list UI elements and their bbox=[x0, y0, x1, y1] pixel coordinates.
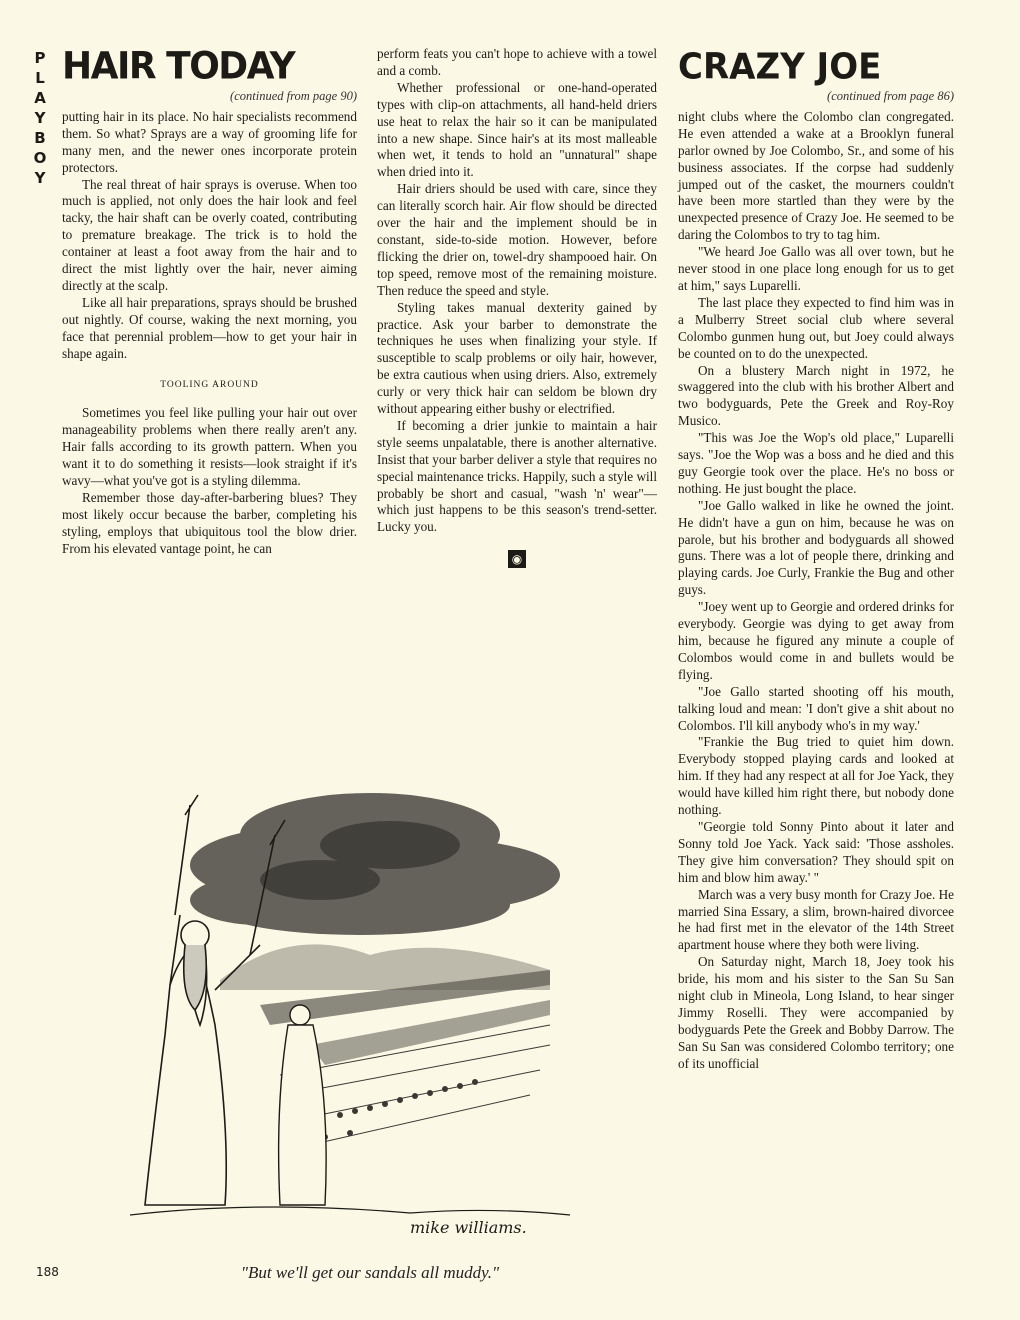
article-paragraph: On Saturday night, March 18, Joey took his bride, his mom and his sister to the San Su San night club in Mineola, Long Island, to hear singer Jimmy Roselli. They were accompanied by bodyguards Pete the Greek and Bobby Darrow. The San Su San was considered Colombo territory; one of its unofficial bbox=[678, 954, 954, 1071]
article-paragraph: If becoming a drier junkie to maintain a hair style seems unpalatable, there is another alternative. Insist that your barber deliver a style that requires no special maintenance tricks. Happily, such a style will probably be short and casual, "wash 'n' wear"—which just happens to be this season's trend-setter. Lucky you. bbox=[377, 417, 657, 535]
article-paragraph: Hair driers should be used with care, since they can literally scorch hair. Air flow should be directed over the hair and the implement should be in constant, side-to-side motion. However, before flicking the drier on, towel-dry shampooed hair. On top speed, remove most of the remaining moisture. Then reduce the speed and style. bbox=[377, 181, 657, 298]
crazy-joe-column bbox=[678, 46, 954, 1073]
sidebar-letter: P bbox=[34, 49, 46, 67]
article-paragraph: The real threat of hair sprays is overuse. When too much is applied, not only does the hair look and feel tacky, the hair shaft can be overly coated, contributing to premature breakage. The trick is to hold the container at least a foot away from the hair and to direct the mist lightly over the hair, never aiming directly at the scalp. bbox=[62, 176, 357, 293]
crazy-joe-headline: CRAZY JOE bbox=[678, 46, 882, 88]
article-paragraph: "Joey went up to Georgie and ordered drinks for everybody. Georgie was dying to get away from him, because he figured any minute a couple of Colombos would come in and bullets would be flying. bbox=[678, 599, 954, 682]
article-paragraph: Remember those day-after-barbering blues? They most likely occur because the barber, completing his styling, employs that ubiquitous tool the blow drier. From his elevated vantage point, he can bbox=[62, 489, 357, 556]
article-paragraph: Whether professional or one-hand-operated types with clip-on attachments, all hand-held driers use heat to relax the hair so it can be manipulated into a new shape. Since hair's at its most malleable when wet, it tends to hold an "unnatural" shape when dried into it. bbox=[377, 79, 657, 180]
hair-today-headline: HAIR TODAY bbox=[62, 44, 295, 88]
hair-today-column-2 bbox=[377, 46, 657, 568]
sidebar-letter: O bbox=[33, 149, 47, 167]
sidebar-letter: Y bbox=[34, 109, 46, 127]
hair-today-continued-note: (continued from page 90) bbox=[230, 89, 357, 103]
sidebar-letter: L bbox=[35, 69, 45, 87]
magazine-sidebar-name bbox=[30, 48, 50, 188]
sidebar-letter: A bbox=[34, 89, 46, 107]
article-paragraph: Like all hair preparations, sprays should be brushed out nightly. Of course, waking the next morning, you face that perennial problem—how to get your hair in shape again. bbox=[62, 294, 357, 361]
article-paragraph: "Joe Gallo started shooting off his mouth, talking loud and mean: 'I don't give a shit about no Colombos. I'll kill anybody who's in my way.' bbox=[678, 683, 954, 733]
page-number: 188 bbox=[36, 1265, 59, 1279]
playboy-bunny-end-mark-icon: ◉ bbox=[508, 550, 526, 568]
sidebar-letter: B bbox=[34, 129, 46, 147]
article-paragraph: "Joe Gallo walked in like he owned the joint. He didn't have a gun on him, because he was on parole, but his brother and bodyguards all showed guns. There was a lot of people there, drinking and playing cards. Joe Curly, Frankie the Bug and other guys. bbox=[678, 497, 954, 598]
hair-today-column-1 bbox=[62, 46, 357, 558]
cartoon-caption: "But we'll get our sandals all muddy." bbox=[240, 1263, 500, 1282]
article-paragraph: On a blustery March night in 1972, he swaggered into the club with his brother Albert and two bodyguards, Pete the Greek and Roy-Roy Musico. bbox=[678, 362, 954, 429]
companion-figure bbox=[279, 1005, 327, 1205]
cartoon-signature: mike williams. bbox=[410, 1218, 527, 1237]
cartoon-illustration bbox=[110, 775, 590, 1253]
tooling-around-subhead: TOOLING AROUND bbox=[160, 379, 259, 390]
article-paragraph: Styling takes manual dexterity gained by practice. Ask your barber to demonstrate the techniques he uses when finalizing your style. If susceptible to scalp problems or oily hair, however, be extra cautious when using driers. Also, extremely curly or very thick hair can seldom be blown dry without appearing either bushy or electrified. bbox=[377, 299, 657, 417]
article-paragraph: night clubs where the Colombo clan congregated. He even attended a wake at a Brooklyn funeral parlor owned by Joe Colombo, Sr., and some of his business associates. If the corpse had suddenly jumped out of the casket, the mourners couldn't have been more startled than they were by the unexpected presence of Crazy Joe. He seemed to be daring the Colombos to try to tag him. bbox=[678, 108, 954, 243]
article-paragraph: "Frankie the Bug tried to quiet him down. Everybody stopped playing cards and looked at him. If they had any respect at all for Joe Yack, they would have killed him right there, but nobody done nothing. bbox=[678, 734, 954, 818]
article-paragraph: "This was Joe the Wop's old place," Luparelli says. "Joe the Wop was a boss and he died and this guy Georgie took over the place. He's no boss or nothing. He just bought the place. bbox=[678, 430, 954, 496]
article-paragraph: perform feats you can't hope to achieve with a towel and a comb. bbox=[377, 46, 657, 78]
article-paragraph: "We heard Joe Gallo was all over town, but he never stood in one place long enough for us to get at him," says Luparelli. bbox=[678, 244, 954, 293]
article-paragraph: "Georgie told Sonny Pinto about it later and Sonny told Joe Yack. Yack said: 'Those assholes. They give him conversation? They should spit on him and blow him away.' " bbox=[678, 818, 954, 885]
crazy-joe-continued-note: (continued from page 86) bbox=[827, 89, 954, 103]
sidebar-letter: Y bbox=[34, 169, 46, 187]
article-paragraph: Sometimes you feel like pulling your hair out over manageability problems when there really aren't any. Hair falls according to its growth pattern. When you want it to do something it resists—look straight if it's wavy—what you've got is a styling dilemma. bbox=[62, 405, 357, 489]
article-paragraph: March was a very busy month for Crazy Joe. He married Sina Essary, a slim, brown-haired divorcee he had first met in the elevator of the 14th Street apartment house where they both were living. bbox=[678, 886, 954, 953]
article-paragraph: The last place they expected to find him was in a Mulberry Street social club where several Colombo gunmen hung out, but Joey could always be counted on to do the unexpected. bbox=[678, 294, 954, 361]
article-paragraph: putting hair in its place. No hair specialists recommend them. So what? Sprays are a way of grooming life for many men, and the newer ones incorporate protein protectors. bbox=[62, 108, 357, 175]
